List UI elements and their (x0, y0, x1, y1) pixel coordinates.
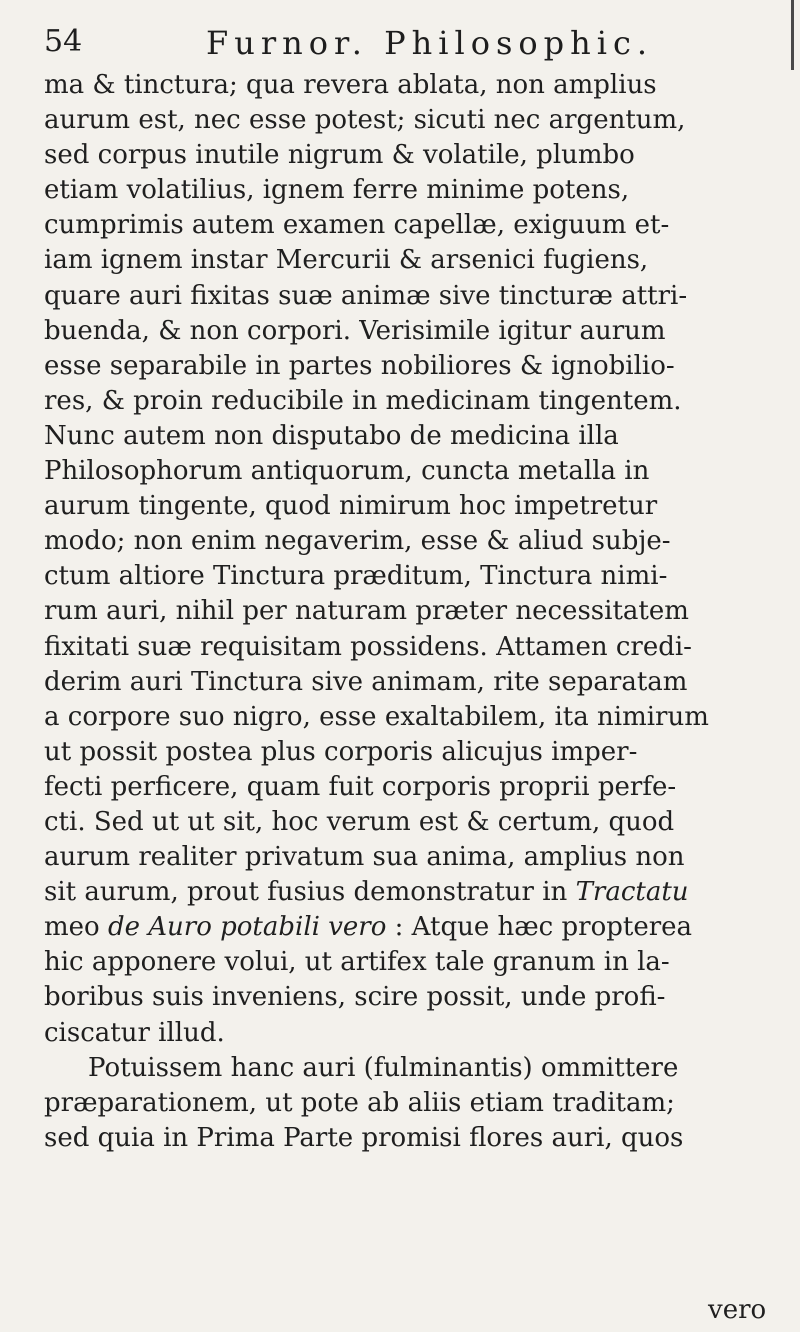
italic-title-segment: de Auro potabili vero (107, 912, 387, 943)
text-line: præparationem, ut pote ab aliis etiam traditam; (44, 1087, 675, 1118)
text-line: quare auri fixitas suæ animæ sive tincturæ attri- (44, 280, 688, 311)
text-line: Nunc autem non disputabo de medicina illa (44, 420, 619, 451)
text-line: res, & proin reducibile in medicinam tingentem. (44, 385, 682, 416)
text-line: fixitati suæ requisitam possidens. Attamen credi- (44, 631, 692, 662)
text-segment: meo (44, 912, 108, 943)
text-line-de-auro-potabili (44, 910, 792, 945)
text-line: fecti perficere, quam fuit corporis proprii perfe- (44, 771, 677, 802)
text-line: hic apponere volui, ut artifex tale granum in la- (44, 947, 670, 978)
italic-title-segment: Tractatu (575, 877, 689, 908)
catchword: vero (708, 1295, 767, 1325)
text-line: etiam volatilius, ignem ferre minime potens, (44, 175, 630, 206)
text-line: aurum realiter privatum sua anima, amplius non (44, 842, 685, 873)
text-line: aurum tingente, quod nimirum hoc impetretur (44, 491, 658, 522)
text-line: sed quia in Prima Parte promisi flores auri, quos (44, 1122, 684, 1153)
page-number: 54 (44, 24, 83, 59)
page-edge-mark (791, 0, 794, 70)
text-line: ctum altiore Tinctura præditum, Tinctura nimi- (44, 561, 668, 592)
text-line: esse separabile in partes nobiliores & ignobilio- (44, 350, 675, 381)
running-head: Furnor. Philosophic. (206, 24, 654, 62)
text-line: ut possit postea plus corporis alicujus imper- (44, 736, 638, 767)
text-line-tractatu (44, 875, 792, 910)
text-line: ciscatur illud. (44, 1017, 225, 1048)
text-line: rum auri, nihil per naturam præter necessitatem (44, 596, 689, 627)
page-header (44, 22, 760, 66)
text-segment: : Atque hæc propterea (386, 912, 693, 943)
text-segment: sit aurum, prout fusius demonstratur in (44, 877, 576, 908)
body-text (44, 68, 792, 1156)
text-line: cumprimis autem examen capellæ, exiguum et- (44, 210, 670, 241)
text-line: buenda, & non corpori. Verisimile igitur aurum (44, 315, 666, 346)
text-line: sed corpus inutile nigrum & volatile, plumbo (44, 140, 635, 171)
text-line: boribus suis inveniens, scire possit, unde profi- (44, 982, 666, 1013)
text-line: Potuissem hanc auri (fulminantis) ommittere (88, 1052, 679, 1083)
text-line: cti. Sed ut ut sit, hoc verum est & certum, quod (44, 806, 675, 837)
text-line: iam ignem instar Mercurii & arsenici fugiens, (44, 245, 649, 276)
text-line: derim auri Tinctura sive animam, rite separatam (44, 666, 688, 697)
text-line: a corpore suo nigro, esse exaltabilem, ita nimirum (44, 701, 709, 732)
text-line: aurum est, nec esse potest; sicuti nec argentum, (44, 105, 686, 136)
text-line: ma & tinctura; qua revera ablata, non amplius (44, 70, 657, 100)
text-line: modo; non enim negaverim, esse & aliud subje- (44, 526, 671, 557)
text-line: Philosophorum antiquorum, cuncta metalla in (44, 456, 650, 487)
